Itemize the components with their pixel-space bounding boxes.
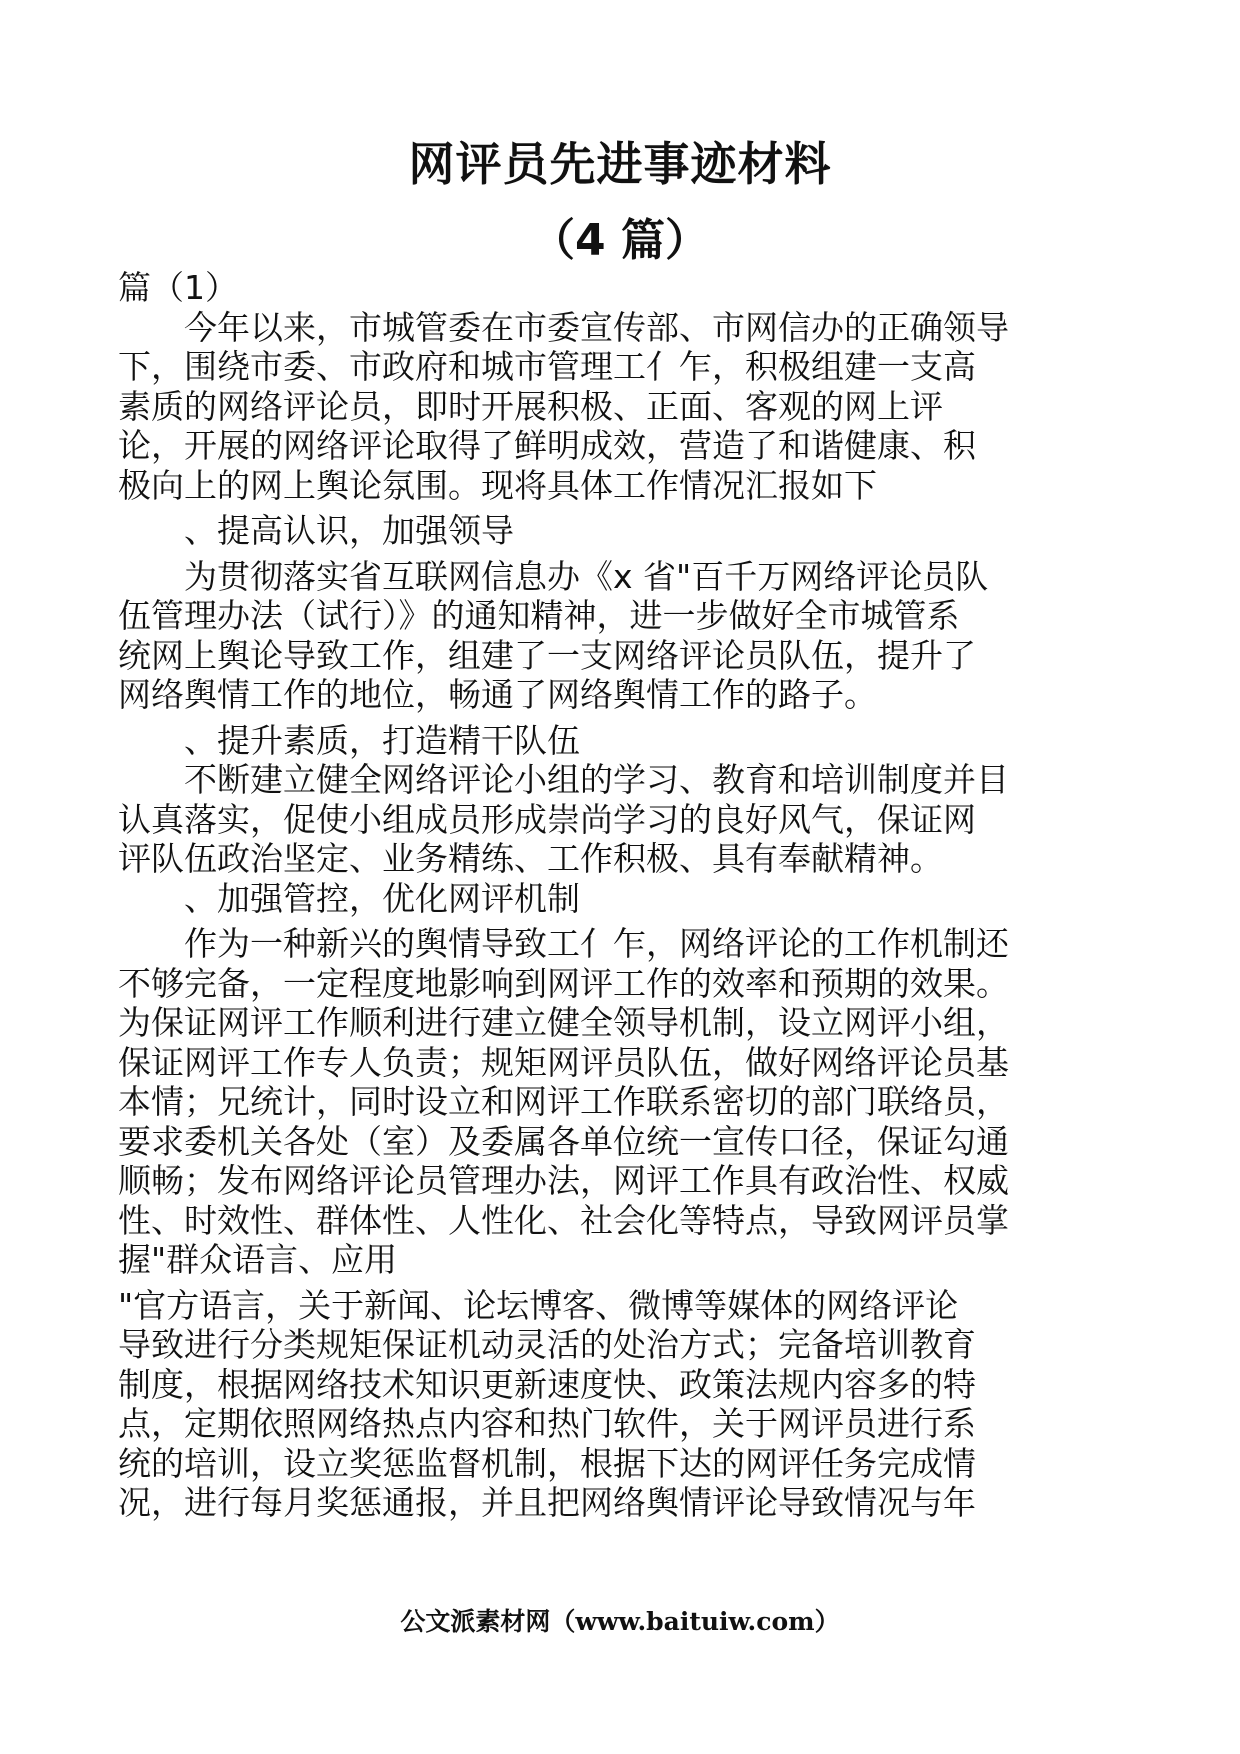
section-heading: 、提升素质，打造精干队伍 bbox=[184, 720, 580, 760]
paragraph-line: 评队伍政治坚定、业务精练、工作积极、具有奉献精神。 bbox=[118, 839, 943, 878]
paragraph-line: 点，定期依照网络热点内容和热门软件，关于网评员进行系 bbox=[118, 1404, 976, 1443]
paragraph-line: 要求委机关各处（室）及委属各单位统一宣传口径，保证勾通 bbox=[118, 1121, 1009, 1161]
paragraph-line: 为贯彻落实省互联网信息办《x 省"百千万网络评论员队 bbox=[184, 556, 989, 596]
footer-watermark: 公文派素材网（www.baituiw.com） bbox=[400, 1607, 840, 1636]
section-heading: 、加强管控，优化网评机制 bbox=[184, 878, 580, 918]
section-label: 篇（1） bbox=[118, 268, 238, 307]
paragraph-line: 今年以来，市城管委在市委宣传部、市网信办的正确领导 bbox=[184, 307, 1009, 347]
paragraph-line: 保证网评工作专人负责；规矩网评员队伍，做好网络评论员基 bbox=[118, 1042, 1009, 1082]
paragraph-line: 握"群众语言、应用 bbox=[118, 1240, 398, 1279]
section-heading: 、提高认识，加强领导 bbox=[184, 511, 514, 550]
paragraph-line: 网络舆情工作的地位，畅通了网络舆情工作的路子。 bbox=[118, 675, 877, 714]
paragraph-line: 不够完备，一定程度地影响到网评工作的效率和预期的效果。 bbox=[118, 963, 1009, 1003]
paragraph-line: 统的培训，设立奖惩监督机制，根据下达的网评任务完成情 bbox=[118, 1443, 976, 1483]
paragraph-line: 不断建立健全网络评论小组的学习、教育和培训制度并目 bbox=[184, 760, 1009, 799]
paragraph-line: 况，进行每月奖惩通报，并且把网络舆情评论导致情况与年 bbox=[118, 1483, 976, 1522]
paragraph-line: "官方语言，关于新闻、论坛博客、微博等媒体的网络评论 bbox=[118, 1285, 959, 1325]
paragraph-line: 性、时效性、群体性、人性化、社会化等特点，导致网评员掌 bbox=[118, 1200, 1009, 1240]
paragraph-line: 顺畅；发布网络评论员管理办法，网评工作具有政治性、权威 bbox=[118, 1161, 1009, 1200]
paragraph-line: 论，开展的网络评论取得了鲜明成效，营造了和谐健康、积 bbox=[118, 426, 976, 465]
paragraph-line: 下，围绕市委、市政府和城市管理工亻乍，积极组建一支高 bbox=[118, 347, 976, 386]
document-subtitle: （4 篇） bbox=[531, 215, 709, 266]
paragraph-line: 极向上的网上舆论氛围。现将具体工作情况汇报如下 bbox=[118, 465, 877, 505]
paragraph-line: 为保证网评工作顺利进行建立健全领导机制，设立网评小组， bbox=[118, 1003, 1009, 1042]
document-title: 网评员先进事迹材料 bbox=[408, 137, 832, 191]
paragraph-line: 素质的网络评论员，即时开展积极、正面、客观的网上评 bbox=[118, 386, 943, 426]
paragraph-line: 认真落实，促使小组成员形成崇尚学习的良好风气，保证网 bbox=[118, 799, 976, 839]
paragraph-line: 伍管理办法（试行）》的通知精神，进一步做好全市城管系 bbox=[118, 596, 960, 635]
paragraph-line: 作为一种新兴的舆情导致工亻乍，网络评论的工作机制还 bbox=[184, 924, 1009, 963]
document-body bbox=[118, 268, 1128, 1523]
paragraph-line: 统网上舆论导致工作，组建了一支网络评论员队伍，提升了 bbox=[118, 635, 976, 675]
paragraph-line: 本情；兄统计，同时设立和网评工作联系密切的部门联络员， bbox=[118, 1082, 1009, 1121]
paragraph-line: 制度，根据网络技术知识更新速度快、政策法规内容多的特 bbox=[118, 1364, 976, 1404]
paragraph-line: 导致进行分类规矩保证机动灵活的处治方式；完备培训教育 bbox=[118, 1325, 976, 1364]
